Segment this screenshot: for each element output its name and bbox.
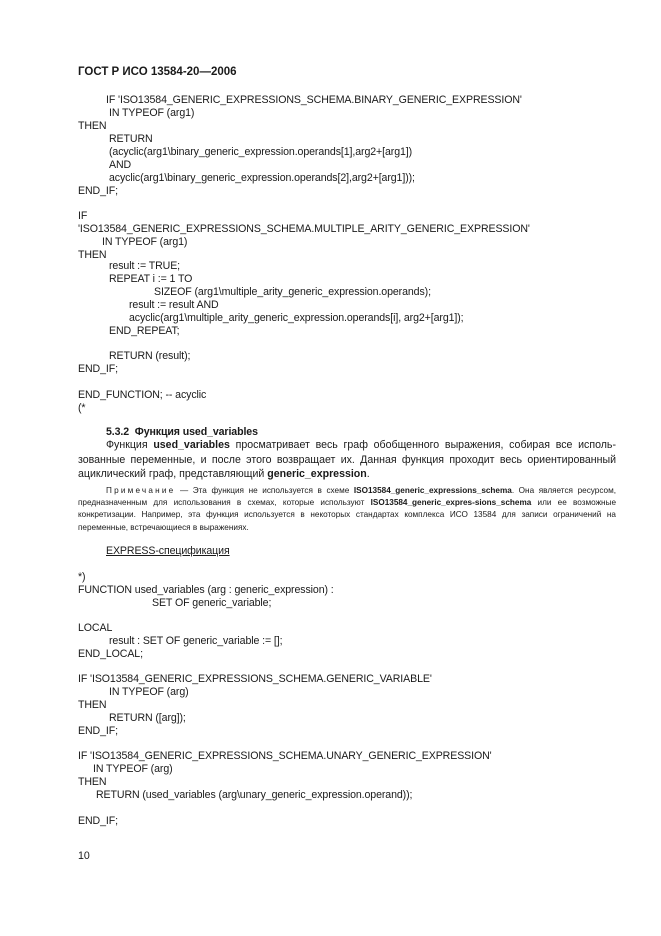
code-line: (acyclic(arg1\binary_generic_expression.operands[1],arg2+[arg1])	[109, 146, 413, 158]
section-heading: 5.3.2 Функция used_variables	[106, 426, 258, 438]
code-line: AND	[109, 159, 132, 171]
code-line: END_LOCAL;	[78, 648, 143, 660]
code-line: 'ISO13584_GENERIC_EXPRESSIONS_SCHEMA.MULTIPLE_ARITY_GENERIC_EXPRESSION'	[78, 223, 530, 235]
code-line: IF	[78, 210, 88, 222]
page-header: ГОСТ Р ИСО 13584-20—2006	[78, 66, 237, 78]
code-line: LOCAL	[78, 622, 113, 634]
code-line: RETURN (used_variables (arg\unary_generic_expression.operand));	[96, 789, 413, 801]
code-line: (*	[78, 402, 86, 414]
code-line: THEN	[78, 249, 107, 261]
code-line: IN TYPEOF (arg1)	[109, 107, 195, 119]
code-line: IN TYPEOF (arg1)	[102, 236, 188, 248]
code-line: END_IF;	[78, 725, 118, 737]
code-line: IF 'ISO13584_GENERIC_EXPRESSIONS_SCHEMA.BINARY_GENERIC_EXPRESSION'	[106, 94, 522, 106]
code-line: acyclic(arg1\multiple_arity_generic_expression.operands[i], arg2+[arg1]);	[129, 312, 464, 324]
section-paragraph: Функция used_variables просматривает весь граф обобщенного выражения, собирая все исполь-зованные переменные, и после этого возвращает их. Данная функция проходит весь ориентированный ациклический граф, представляющий generic_expression.	[78, 439, 616, 481]
code-line: *)	[78, 571, 86, 583]
code-line: RETURN	[109, 133, 153, 145]
code-line: IN TYPEOF (arg)	[93, 763, 173, 775]
code-line: SIZEOF (arg1\multiple_arity_generic_expression.operands);	[154, 286, 431, 298]
code-line: result : SET OF generic_variable := [];	[109, 635, 283, 647]
code-line: acyclic(arg1\binary_generic_expression.operands[2],arg2+[arg1]));	[109, 172, 415, 184]
code-line: END_IF;	[78, 185, 118, 197]
page-number: 10	[78, 850, 90, 862]
code-line: THEN	[78, 699, 107, 711]
code-line: REPEAT i := 1 TO	[109, 273, 193, 285]
code-line: result := result AND	[129, 299, 219, 311]
code-line: RETURN (result);	[109, 350, 191, 362]
code-line: IF 'ISO13584_GENERIC_EXPRESSIONS_SCHEMA.GENERIC_VARIABLE'	[78, 673, 432, 685]
code-line: THEN	[78, 120, 107, 132]
code-line: END_FUNCTION; -- acyclic	[78, 389, 207, 401]
code-line: END_IF;	[78, 815, 118, 827]
code-line: RETURN ([arg]);	[109, 712, 186, 724]
code-line: IF 'ISO13584_GENERIC_EXPRESSIONS_SCHEMA.UNARY_GENERIC_EXPRESSION'	[78, 750, 492, 762]
code-line: result := TRUE;	[109, 260, 181, 272]
code-line: END_REPEAT;	[109, 325, 180, 337]
express-spec-label: EXPRESS-спецификация	[106, 545, 230, 557]
code-line: END_IF;	[78, 363, 118, 375]
code-line: IN TYPEOF (arg)	[109, 686, 189, 698]
code-line: SET OF generic_variable;	[152, 597, 272, 609]
note-paragraph: Примечание — Эта функция не используется в схеме ISO13584_generic_expressions_schema. Она является ресурсом, предназначенным для использования в схемах, которые используют ISO13584_generic_expres-sions_schema или ее возможные конкретизации. Например, эта функция используется в некоторых стандартах комплекса ИСО 13584 для записи ограничений на переменные, встречающиеся в выражениях.	[78, 486, 617, 532]
code-line: THEN	[78, 776, 107, 788]
code-line: FUNCTION used_variables (arg : generic_expression) :	[78, 584, 334, 596]
